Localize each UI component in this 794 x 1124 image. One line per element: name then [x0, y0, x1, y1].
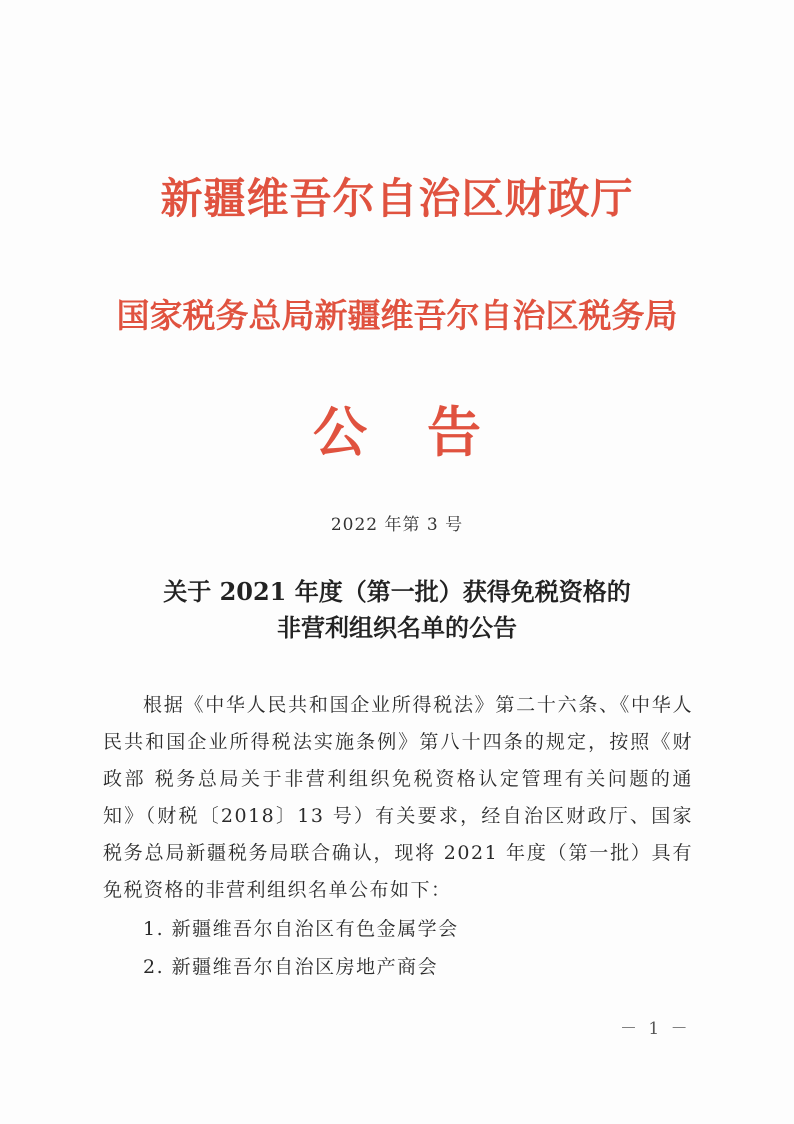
list-item: 1. 新疆维吾尔自治区有色金属学会 [143, 918, 459, 940]
document-number: 2022 年第 3 号 [330, 515, 464, 535]
body-paragraph: 根据《中华人民共和国企业所得税法》第二十六条、《中华人民共和国企业所得税法实施条例》第八十四条的规定，按照《财政部 税务总局关于非营利组织免税资格认定管理有关问题的通知》（财税〔2018〕13 号）有关要求，经自治区财政厅、国家税务总局新疆税务局联合确认，现将 2021 年度（第一批）具有免税资格的非营利组织名单公布如下： [103, 694, 693, 901]
issuer-name-tax-bureau: 国家税务总局新疆维吾尔自治区税务局 [116, 296, 678, 335]
list-item: 2. 新疆维吾尔自治区房地产商会 [143, 956, 439, 978]
issuer-name-finance-department: 新疆维吾尔自治区财政厅 [160, 174, 634, 223]
announcement-body [103, 687, 693, 909]
document-type-heading: 公告 [313, 400, 541, 464]
title-line-2: 非营利组织名单的公告 [277, 613, 517, 642]
page-number: － 1 － [620, 1019, 691, 1039]
announcement-title [0, 574, 794, 646]
title-line-1: 关于 2021 年度（第一批）获得免税资格的 [163, 577, 631, 606]
